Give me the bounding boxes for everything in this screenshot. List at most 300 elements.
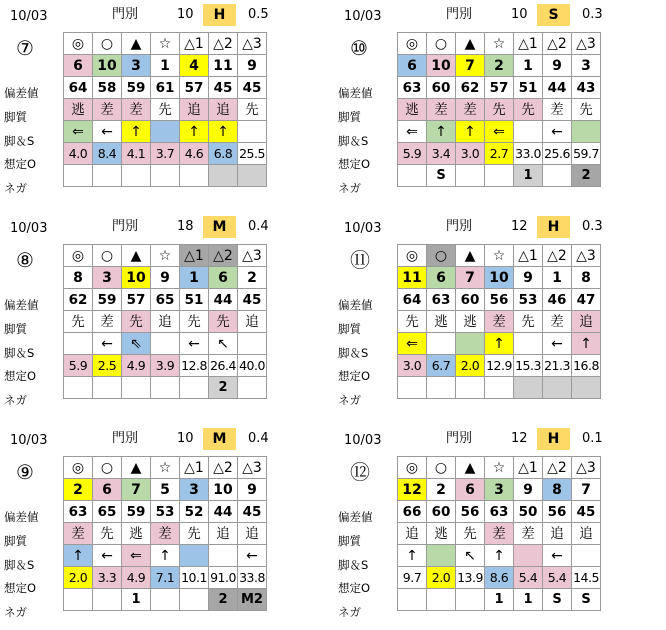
table-row [64, 267, 267, 289]
deviation-cell: 43 [572, 77, 601, 99]
horse-number-cell: 11 [398, 267, 427, 289]
odds-cell: 16.8 [572, 355, 601, 377]
race-panel [334, 0, 664, 205]
mark-cell: ☆ [485, 457, 514, 479]
venue-name: 門別 [112, 431, 139, 446]
deviation-cell: 47 [572, 289, 601, 311]
table-row [398, 333, 601, 355]
panel-header [0, 424, 330, 454]
deviation-cell: 45 [238, 501, 267, 523]
leg-s-cell: ⇐ [122, 545, 151, 567]
deviation-cell: 52 [180, 501, 209, 523]
horse-number-cell: 6 [209, 267, 238, 289]
horse-number-cell: 9 [238, 479, 267, 501]
table-row [398, 267, 601, 289]
leg-s-cell: ↑ [180, 121, 209, 143]
row-label-est-odds: 想定O [4, 157, 37, 171]
table-row [398, 589, 601, 611]
mark-cell: ▲ [456, 245, 485, 267]
leg-s-cell: ↑ [485, 545, 514, 567]
deviation-cell: 45 [209, 77, 238, 99]
field-count: 10 [177, 7, 194, 22]
venue-name: 門別 [112, 7, 139, 22]
leg-type-cell: 先 [122, 311, 151, 333]
odds-cell: 3.0 [398, 355, 427, 377]
race-table [63, 32, 267, 187]
deviation-cell: 62 [456, 77, 485, 99]
nega-cell [427, 377, 456, 399]
horse-number-cell: 6 [398, 55, 427, 77]
mark-cell: △2 [209, 33, 238, 55]
mark-cell: △3 [238, 245, 267, 267]
nega-cell: 1 [122, 589, 151, 611]
mark-cell: ○ [93, 33, 122, 55]
venue-name: 門別 [446, 431, 473, 446]
leg-type-cell: 追 [572, 311, 601, 333]
row-label-leg-type: 脚質 [338, 534, 361, 548]
leg-s-cell: ↑ [485, 333, 514, 355]
table-row [398, 165, 601, 187]
table-row [64, 245, 267, 267]
horse-number-cell: 9 [514, 479, 543, 501]
mark-cell: △1 [514, 457, 543, 479]
race-date: 10/03 [344, 433, 382, 448]
mark-cell: △1 [180, 457, 209, 479]
deviation-cell: 53 [514, 289, 543, 311]
row-label-leg-s: 脚＆S [4, 134, 35, 148]
leg-type-cell: 追 [151, 311, 180, 333]
row-label-leg-type: 脚質 [338, 110, 361, 124]
row-label-est-odds: 想定O [338, 581, 371, 595]
nega-cell [64, 589, 93, 611]
grade-badge: M [203, 216, 236, 238]
table-row [398, 545, 601, 567]
horse-number-cell: 3 [180, 479, 209, 501]
nega-cell [93, 377, 122, 399]
row-label-leg-s: 脚＆S [338, 134, 369, 148]
leg-s-cell: ← [180, 333, 209, 355]
horse-number-cell: 12 [398, 479, 427, 501]
deviation-cell: 50 [514, 501, 543, 523]
leg-s-cell: ↑ [398, 545, 427, 567]
field-count: 10 [177, 431, 194, 446]
race-date: 10/03 [10, 9, 48, 24]
leg-s-cell: ← [543, 121, 572, 143]
table-row [64, 55, 267, 77]
venue-name: 門別 [446, 219, 473, 234]
leg-s-cell: ⇖ [122, 333, 151, 355]
odds-cell: 13.9 [456, 567, 485, 589]
deviation-cell: 59 [122, 501, 151, 523]
leg-s-cell: ← [543, 333, 572, 355]
table-row [398, 55, 601, 77]
nega-cell [572, 377, 601, 399]
mark-cell: ◎ [398, 457, 427, 479]
odds-cell: 6.7 [427, 355, 456, 377]
table-row [64, 99, 267, 121]
table-row [398, 501, 601, 523]
mark-cell: △3 [572, 457, 601, 479]
leg-type-cell: 逃 [427, 523, 456, 545]
leg-s-cell: ↑ [122, 121, 151, 143]
leg-type-cell: 先 [514, 311, 543, 333]
row-label-leg-s: 脚＆S [4, 346, 35, 360]
table-row [64, 333, 267, 355]
odds-cell: 33.8 [238, 567, 267, 589]
table-row [64, 377, 267, 399]
leg-type-cell: 先 [64, 311, 93, 333]
deviation-cell: 64 [64, 77, 93, 99]
table-row [64, 355, 267, 377]
panel-header [0, 0, 330, 30]
odds-cell: 2.7 [485, 143, 514, 165]
mark-cell: ◎ [398, 33, 427, 55]
leg-s-cell: ↑ [427, 121, 456, 143]
deviation-cell: 51 [514, 77, 543, 99]
mark-cell: △1 [180, 33, 209, 55]
leg-type-cell: 先 [151, 99, 180, 121]
leg-type-cell: 先 [209, 311, 238, 333]
mark-cell: ▲ [456, 457, 485, 479]
leg-s-cell: ↖ [456, 545, 485, 567]
race-number: ⑪ [350, 248, 370, 272]
table-row [398, 289, 601, 311]
nega-cell [427, 589, 456, 611]
odds-cell: 3.9 [151, 355, 180, 377]
horse-number-cell: 8 [543, 479, 572, 501]
deviation-cell: 56 [543, 501, 572, 523]
table-row [64, 501, 267, 523]
mark-cell: △2 [543, 457, 572, 479]
panel-header [334, 0, 664, 30]
odds-cell: 5.9 [398, 143, 427, 165]
mark-cell: △2 [209, 457, 238, 479]
nega-cell [64, 377, 93, 399]
leg-s-cell: ← [93, 545, 122, 567]
row-label-deviation: 偏差値 [338, 86, 373, 100]
horse-number-cell: 2 [64, 479, 93, 501]
deviation-cell: 63 [485, 501, 514, 523]
row-label-deviation: 偏差値 [4, 298, 39, 312]
deviation-cell: 60 [427, 501, 456, 523]
mark-cell: △3 [572, 245, 601, 267]
odds-cell: 5.4 [543, 567, 572, 589]
leg-type-cell: 逃 [122, 523, 151, 545]
table-row [64, 289, 267, 311]
race-date: 10/03 [344, 9, 382, 24]
leg-type-cell: 先 [93, 523, 122, 545]
mark-cell: ◎ [64, 457, 93, 479]
mark-cell: ☆ [151, 245, 180, 267]
mark-cell: ▲ [122, 457, 151, 479]
deviation-cell: 61 [151, 77, 180, 99]
leg-type-cell: 追 [543, 523, 572, 545]
odds-cell: 4.9 [122, 355, 151, 377]
race-date: 10/03 [344, 221, 382, 236]
horse-number-cell: 1 [543, 267, 572, 289]
deviation-cell: 56 [456, 501, 485, 523]
leg-s-cell: ↑ [209, 121, 238, 143]
race-table [63, 244, 267, 399]
horse-number-cell: 8 [64, 267, 93, 289]
row-label-nega: ネガ [4, 393, 27, 407]
row-label-leg-type: 脚質 [4, 110, 27, 124]
row-label-nega: ネガ [4, 605, 27, 619]
field-count: 18 [177, 219, 194, 234]
leg-type-cell: 差 [122, 99, 151, 121]
leg-type-cell: 差 [485, 311, 514, 333]
leg-s-cell [238, 121, 267, 143]
leg-type-cell: 先 [514, 99, 543, 121]
horse-number-cell: 5 [151, 479, 180, 501]
leg-s-cell: ↑ [456, 121, 485, 143]
leg-type-cell: 差 [427, 99, 456, 121]
leg-s-cell [572, 545, 601, 567]
table-row [64, 545, 267, 567]
table-row [398, 311, 601, 333]
table-row [64, 143, 267, 165]
deviation-cell: 62 [64, 289, 93, 311]
horse-number-cell: 2 [427, 479, 456, 501]
odds-cell: 15.3 [514, 355, 543, 377]
nega-cell [64, 165, 93, 187]
deviation-cell: 51 [180, 289, 209, 311]
leg-type-cell: 追 [238, 523, 267, 545]
race-panel [0, 0, 330, 205]
grade-badge: H [203, 4, 236, 26]
grade-value: 0.3 [582, 219, 603, 234]
nega-cell [543, 377, 572, 399]
field-count: 10 [511, 7, 528, 22]
leg-type-cell: 先 [398, 311, 427, 333]
mark-cell: △2 [543, 245, 572, 267]
deviation-cell: 65 [151, 289, 180, 311]
nega-cell: S [427, 165, 456, 187]
leg-type-cell: 追 [238, 311, 267, 333]
grade-badge: H [537, 216, 570, 238]
leg-type-cell: 先 [238, 99, 267, 121]
horse-number-cell: 9 [543, 55, 572, 77]
leg-type-cell: 追 [572, 523, 601, 545]
mark-cell: △1 [514, 245, 543, 267]
odds-cell: 26.4 [209, 355, 238, 377]
deviation-cell: 45 [572, 501, 601, 523]
horse-number-cell: 8 [572, 267, 601, 289]
horse-number-cell: 10 [209, 479, 238, 501]
leg-s-cell [180, 545, 209, 567]
deviation-cell: 60 [427, 77, 456, 99]
deviation-cell: 57 [122, 289, 151, 311]
horse-number-cell: 10 [427, 55, 456, 77]
mark-cell: ☆ [151, 33, 180, 55]
row-label-leg-type: 脚質 [4, 322, 27, 336]
grade-badge: H [537, 428, 570, 450]
mark-cell: ☆ [151, 457, 180, 479]
table-row [398, 77, 601, 99]
deviation-cell: 45 [238, 77, 267, 99]
mark-cell: ○ [427, 457, 456, 479]
race-date: 10/03 [10, 221, 48, 236]
odds-cell: 8.6 [485, 567, 514, 589]
odds-cell: 4.9 [122, 567, 151, 589]
leg-type-cell: 逃 [427, 311, 456, 333]
nega-cell [151, 589, 180, 611]
leg-type-cell: 差 [151, 523, 180, 545]
table-row [398, 245, 601, 267]
panel-header [0, 212, 330, 242]
nega-cell [122, 165, 151, 187]
leg-type-cell: 先 [180, 523, 209, 545]
mark-cell: ☆ [485, 33, 514, 55]
nega-cell [456, 165, 485, 187]
leg-type-cell: 差 [93, 311, 122, 333]
leg-s-cell [427, 333, 456, 355]
deviation-cell: 44 [209, 501, 238, 523]
table-row [64, 457, 267, 479]
mark-cell: ▲ [456, 33, 485, 55]
deviation-cell: 44 [209, 289, 238, 311]
nega-cell [485, 165, 514, 187]
nega-cell: 1 [485, 589, 514, 611]
leg-type-cell: 追 [209, 99, 238, 121]
nega-cell [456, 589, 485, 611]
leg-s-cell: ⇐ [398, 121, 427, 143]
mark-cell: ◎ [64, 245, 93, 267]
nega-cell [238, 165, 267, 187]
leg-s-cell: ↑ [572, 333, 601, 355]
table-row [398, 457, 601, 479]
race-number: ⑨ [16, 460, 34, 484]
nega-cell [180, 165, 209, 187]
row-label-leg-type: 脚質 [338, 322, 361, 336]
leg-type-cell: 逃 [64, 99, 93, 121]
nega-cell: 1 [514, 589, 543, 611]
horse-number-cell: 2 [238, 267, 267, 289]
mark-cell: ○ [93, 457, 122, 479]
race-number: ⑫ [350, 460, 370, 484]
odds-cell: 25.5 [238, 143, 267, 165]
odds-cell: 5.9 [64, 355, 93, 377]
deviation-cell: 63 [398, 77, 427, 99]
leg-s-cell [456, 333, 485, 355]
mark-cell: △1 [514, 33, 543, 55]
leg-type-cell: 先 [572, 99, 601, 121]
nega-cell: 2 [209, 589, 238, 611]
leg-s-cell [427, 545, 456, 567]
grade-badge: M [203, 428, 236, 450]
deviation-cell: 65 [93, 501, 122, 523]
table-row [398, 355, 601, 377]
odds-cell: 2.0 [64, 567, 93, 589]
horse-number-cell: 10 [93, 55, 122, 77]
leg-type-cell: 追 [398, 523, 427, 545]
leg-type-cell: 差 [64, 523, 93, 545]
table-row [398, 479, 601, 501]
row-label-est-odds: 想定O [338, 157, 371, 171]
mark-cell: △3 [238, 33, 267, 55]
deviation-cell: 59 [93, 289, 122, 311]
mark-cell: ○ [427, 245, 456, 267]
odds-cell: 6.8 [209, 143, 238, 165]
panel-header [334, 212, 664, 242]
deviation-cell: 57 [485, 77, 514, 99]
row-label-leg-s: 脚＆S [338, 558, 369, 572]
odds-cell: 10.1 [180, 567, 209, 589]
leg-s-cell [572, 121, 601, 143]
leg-s-cell: ← [93, 121, 122, 143]
race-table [397, 32, 601, 187]
row-label-leg-type: 脚質 [4, 534, 27, 548]
horse-number-cell: 4 [180, 55, 209, 77]
deviation-cell: 63 [427, 289, 456, 311]
mark-cell: ▲ [122, 245, 151, 267]
horse-number-cell: 3 [122, 55, 151, 77]
table-row [64, 479, 267, 501]
grade-badge: S [537, 4, 570, 26]
mark-cell: ◎ [398, 245, 427, 267]
grade-value: 0.1 [582, 431, 603, 446]
leg-s-cell: ← [93, 333, 122, 355]
race-table [397, 244, 601, 399]
horse-number-cell: 1 [180, 267, 209, 289]
odds-cell: 33.0 [514, 143, 543, 165]
row-label-deviation: 偏差値 [338, 510, 373, 524]
leg-s-cell: ↖ [209, 333, 238, 355]
nega-cell [122, 377, 151, 399]
grade-value: 0.3 [582, 7, 603, 22]
table-row [64, 589, 267, 611]
leg-type-cell: 差 [514, 523, 543, 545]
leg-s-cell: ⇐ [64, 121, 93, 143]
nega-cell: S [543, 589, 572, 611]
row-label-est-odds: 想定O [338, 369, 371, 383]
table-row [64, 33, 267, 55]
venue-name: 門別 [112, 219, 139, 234]
mark-cell: ▲ [122, 33, 151, 55]
race-panel [334, 424, 664, 629]
mark-cell: ◎ [64, 33, 93, 55]
race-number: ⑩ [350, 36, 368, 60]
deviation-cell: 45 [238, 289, 267, 311]
table-row [64, 121, 267, 143]
leg-s-cell [514, 333, 543, 355]
horse-number-cell: 1 [514, 55, 543, 77]
horse-number-cell: 9 [238, 55, 267, 77]
mark-cell: △3 [238, 457, 267, 479]
odds-cell: 25.6 [543, 143, 572, 165]
nega-cell [180, 589, 209, 611]
odds-cell: 3.3 [93, 567, 122, 589]
horse-number-cell: 6 [93, 479, 122, 501]
row-label-deviation: 偏差値 [4, 86, 39, 100]
horse-number-cell: 7 [572, 479, 601, 501]
odds-cell: 4.0 [64, 143, 93, 165]
odds-cell: 59.7 [572, 143, 601, 165]
odds-cell: 2.5 [93, 355, 122, 377]
horse-number-cell: 10 [122, 267, 151, 289]
nega-cell: 2 [209, 377, 238, 399]
leg-type-cell: 先 [485, 99, 514, 121]
odds-cell: 40.0 [238, 355, 267, 377]
leg-type-cell: 逃 [398, 99, 427, 121]
race-panel [0, 212, 330, 417]
mark-cell: △3 [572, 33, 601, 55]
horse-number-cell: 6 [456, 479, 485, 501]
leg-s-cell: ⇐ [485, 121, 514, 143]
table-row [398, 121, 601, 143]
deviation-cell: 56 [485, 289, 514, 311]
horse-number-cell: 1 [151, 55, 180, 77]
